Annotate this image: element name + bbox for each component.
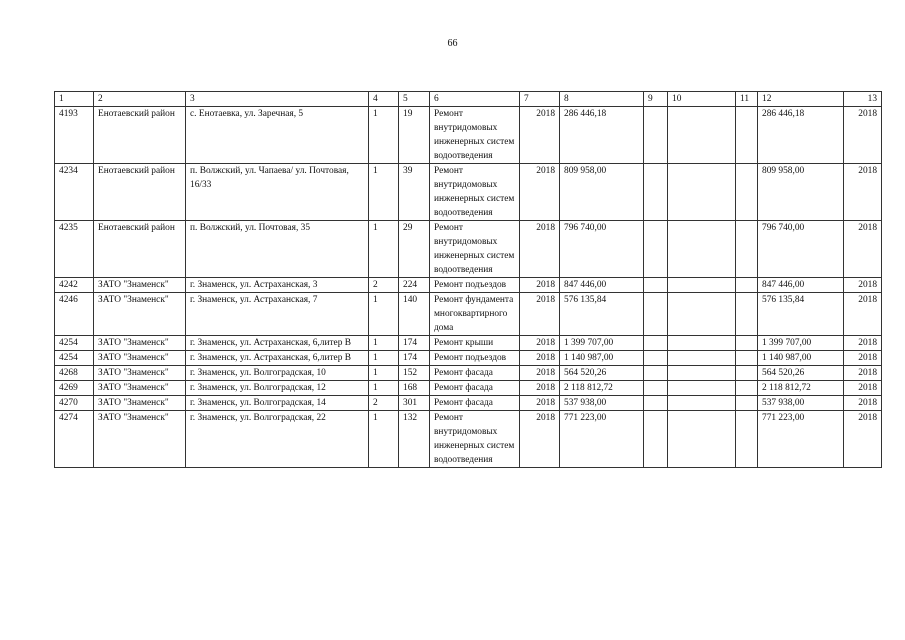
cell-amount: 2 118 812,72 bbox=[560, 381, 644, 396]
cell-col-5: 140 bbox=[399, 293, 430, 336]
table-row bbox=[55, 396, 882, 411]
cell-address: г. Знаменск, ул. Астраханская, 7 bbox=[186, 293, 369, 336]
cell-address: п. Волжский, ул. Почтовая, 35 bbox=[186, 221, 369, 278]
header-cell-13: 13 bbox=[844, 92, 882, 107]
cell-col-9 bbox=[644, 164, 668, 221]
cell-work-type: Ремонт фундамента многоквартирного дома bbox=[430, 293, 520, 336]
cell-year: 2018 bbox=[520, 164, 560, 221]
cell-work-type: Ремонт внутридомовых инженерных систем водоотведения bbox=[430, 164, 520, 221]
cell-col-5: 39 bbox=[399, 164, 430, 221]
cell-col-10 bbox=[668, 351, 736, 366]
cell-year: 2018 bbox=[520, 336, 560, 351]
cell-col-4: 1 bbox=[369, 336, 399, 351]
cell-col-11 bbox=[736, 351, 758, 366]
cell-col-5: 174 bbox=[399, 351, 430, 366]
cell-col-10 bbox=[668, 411, 736, 468]
cell-district: ЗАТО "Знаменск" bbox=[94, 278, 186, 293]
cell-period: 2018 bbox=[844, 107, 882, 164]
cell-amount: 809 958,00 bbox=[560, 164, 644, 221]
cell-work-type: Ремонт подъездов bbox=[430, 278, 520, 293]
cell-amount: 286 446,18 bbox=[560, 107, 644, 164]
cell-total: 847 446,00 bbox=[758, 278, 844, 293]
cell-district: ЗАТО "Знаменск" bbox=[94, 381, 186, 396]
table-row bbox=[55, 278, 882, 293]
cell-total: 1 140 987,00 bbox=[758, 351, 844, 366]
cell-year: 2018 bbox=[520, 278, 560, 293]
header-cell-1: 1 bbox=[55, 92, 94, 107]
header-cell-3: 3 bbox=[186, 92, 369, 107]
cell-col-9 bbox=[644, 107, 668, 164]
cell-amount: 796 740,00 bbox=[560, 221, 644, 278]
header-cell-5: 5 bbox=[399, 92, 430, 107]
table-header-row bbox=[55, 92, 882, 107]
table-row bbox=[55, 411, 882, 468]
cell-total: 1 399 707,00 bbox=[758, 336, 844, 351]
cell-record-id: 4268 bbox=[55, 366, 94, 381]
cell-col-11 bbox=[736, 366, 758, 381]
cell-total: 564 520,26 bbox=[758, 366, 844, 381]
cell-year: 2018 bbox=[520, 366, 560, 381]
cell-amount: 564 520,26 bbox=[560, 366, 644, 381]
header-cell-4: 4 bbox=[369, 92, 399, 107]
cell-record-id: 4235 bbox=[55, 221, 94, 278]
cell-district: Енотаевский район bbox=[94, 107, 186, 164]
cell-record-id: 4246 bbox=[55, 293, 94, 336]
header-cell-9: 9 bbox=[644, 92, 668, 107]
cell-amount: 1 140 987,00 bbox=[560, 351, 644, 366]
cell-record-id: 4193 bbox=[55, 107, 94, 164]
cell-col-5: 19 bbox=[399, 107, 430, 164]
cell-period: 2018 bbox=[844, 396, 882, 411]
cell-amount: 1 399 707,00 bbox=[560, 336, 644, 351]
cell-address: г. Знаменск, ул. Астраханская, 6,литер В bbox=[186, 336, 369, 351]
cell-col-10 bbox=[668, 381, 736, 396]
cell-address: г. Знаменск, ул. Волгоградская, 14 bbox=[186, 396, 369, 411]
cell-col-5: 132 bbox=[399, 411, 430, 468]
cell-work-type: Ремонт подъездов bbox=[430, 351, 520, 366]
page-number: 66 bbox=[447, 38, 458, 49]
cell-record-id: 4269 bbox=[55, 381, 94, 396]
cell-record-id: 4270 bbox=[55, 396, 94, 411]
cell-col-9 bbox=[644, 278, 668, 293]
cell-period: 2018 bbox=[844, 293, 882, 336]
cell-address: с. Енотаевка, ул. Заречная, 5 bbox=[186, 107, 369, 164]
table-row bbox=[55, 164, 882, 221]
cell-address: г. Знаменск, ул. Астраханская, 3 bbox=[186, 278, 369, 293]
cell-col-11 bbox=[736, 107, 758, 164]
table-row bbox=[55, 221, 882, 278]
cell-total: 809 958,00 bbox=[758, 164, 844, 221]
cell-col-10 bbox=[668, 164, 736, 221]
cell-col-9 bbox=[644, 396, 668, 411]
cell-col-11 bbox=[736, 396, 758, 411]
cell-col-4: 1 bbox=[369, 381, 399, 396]
cell-col-4: 1 bbox=[369, 411, 399, 468]
cell-col-9 bbox=[644, 351, 668, 366]
cell-record-id: 4254 bbox=[55, 351, 94, 366]
cell-col-4: 1 bbox=[369, 366, 399, 381]
cell-col-10 bbox=[668, 221, 736, 278]
cell-col-9 bbox=[644, 293, 668, 336]
cell-total: 796 740,00 bbox=[758, 221, 844, 278]
cell-col-10 bbox=[668, 366, 736, 381]
cell-col-11 bbox=[736, 278, 758, 293]
cell-col-9 bbox=[644, 366, 668, 381]
cell-col-10 bbox=[668, 336, 736, 351]
cell-col-11 bbox=[736, 336, 758, 351]
cell-year: 2018 bbox=[520, 293, 560, 336]
cell-period: 2018 bbox=[844, 221, 882, 278]
header-cell-12: 12 bbox=[758, 92, 844, 107]
cell-work-type: Ремонт внутридомовых инженерных систем водоотведения bbox=[430, 411, 520, 468]
capital-repair-table bbox=[54, 91, 882, 468]
cell-work-type: Ремонт внутридомовых инженерных систем водоотведения bbox=[430, 221, 520, 278]
cell-address: г. Знаменск, ул. Волгоградская, 22 bbox=[186, 411, 369, 468]
cell-year: 2018 bbox=[520, 381, 560, 396]
table-row bbox=[55, 107, 882, 164]
cell-work-type: Ремонт фасада bbox=[430, 381, 520, 396]
cell-amount: 771 223,00 bbox=[560, 411, 644, 468]
table-row bbox=[55, 366, 882, 381]
cell-col-4: 2 bbox=[369, 396, 399, 411]
cell-total: 576 135,84 bbox=[758, 293, 844, 336]
cell-col-4: 1 bbox=[369, 293, 399, 336]
header-cell-6: 6 bbox=[430, 92, 520, 107]
cell-col-4: 1 bbox=[369, 164, 399, 221]
cell-address: п. Волжский, ул. Чапаева/ ул. Почтовая, 16/33 bbox=[186, 164, 369, 221]
header-cell-11: 11 bbox=[736, 92, 758, 107]
cell-col-5: 174 bbox=[399, 336, 430, 351]
cell-col-11 bbox=[736, 164, 758, 221]
cell-col-9 bbox=[644, 221, 668, 278]
cell-district: ЗАТО "Знаменск" bbox=[94, 336, 186, 351]
cell-col-4: 1 bbox=[369, 107, 399, 164]
cell-work-type: Ремонт внутридомовых инженерных систем водоотведения bbox=[430, 107, 520, 164]
cell-col-10 bbox=[668, 396, 736, 411]
table-row bbox=[55, 336, 882, 351]
cell-year: 2018 bbox=[520, 396, 560, 411]
header-cell-7: 7 bbox=[520, 92, 560, 107]
cell-col-10 bbox=[668, 278, 736, 293]
cell-record-id: 4242 bbox=[55, 278, 94, 293]
cell-amount: 537 938,00 bbox=[560, 396, 644, 411]
cell-col-11 bbox=[736, 221, 758, 278]
cell-amount: 576 135,84 bbox=[560, 293, 644, 336]
cell-col-9 bbox=[644, 381, 668, 396]
cell-col-11 bbox=[736, 381, 758, 396]
cell-year: 2018 bbox=[520, 107, 560, 164]
cell-work-type: Ремонт фасада bbox=[430, 366, 520, 381]
cell-col-9 bbox=[644, 411, 668, 468]
cell-address: г. Знаменск, ул. Астраханская, 6,литер В bbox=[186, 351, 369, 366]
cell-district: ЗАТО "Знаменск" bbox=[94, 411, 186, 468]
cell-period: 2018 bbox=[844, 336, 882, 351]
cell-period: 2018 bbox=[844, 411, 882, 468]
cell-col-5: 224 bbox=[399, 278, 430, 293]
cell-period: 2018 bbox=[844, 164, 882, 221]
cell-address: г. Знаменск, ул. Волгоградская, 12 bbox=[186, 381, 369, 396]
cell-col-9 bbox=[644, 336, 668, 351]
cell-col-4: 1 bbox=[369, 351, 399, 366]
cell-col-5: 152 bbox=[399, 366, 430, 381]
cell-address: г. Знаменск, ул. Волгоградская, 10 bbox=[186, 366, 369, 381]
cell-col-11 bbox=[736, 411, 758, 468]
cell-total: 771 223,00 bbox=[758, 411, 844, 468]
header-cell-2: 2 bbox=[94, 92, 186, 107]
cell-record-id: 4274 bbox=[55, 411, 94, 468]
cell-record-id: 4254 bbox=[55, 336, 94, 351]
cell-record-id: 4234 bbox=[55, 164, 94, 221]
cell-col-4: 2 bbox=[369, 278, 399, 293]
cell-col-5: 29 bbox=[399, 221, 430, 278]
header-cell-8: 8 bbox=[560, 92, 644, 107]
cell-total: 2 118 812,72 bbox=[758, 381, 844, 396]
cell-district: ЗАТО "Знаменск" bbox=[94, 396, 186, 411]
cell-col-10 bbox=[668, 293, 736, 336]
cell-col-10 bbox=[668, 107, 736, 164]
cell-work-type: Ремонт фасада bbox=[430, 396, 520, 411]
cell-district: Енотаевский район bbox=[94, 164, 186, 221]
cell-col-5: 168 bbox=[399, 381, 430, 396]
cell-col-11 bbox=[736, 293, 758, 336]
cell-total: 537 938,00 bbox=[758, 396, 844, 411]
cell-district: ЗАТО "Знаменск" bbox=[94, 366, 186, 381]
cell-amount: 847 446,00 bbox=[560, 278, 644, 293]
header-cell-10: 10 bbox=[668, 92, 736, 107]
table-row bbox=[55, 293, 882, 336]
table-row bbox=[55, 381, 882, 396]
cell-work-type: Ремонт крыши bbox=[430, 336, 520, 351]
cell-col-4: 1 bbox=[369, 221, 399, 278]
cell-district: ЗАТО "Знаменск" bbox=[94, 293, 186, 336]
table-row bbox=[55, 351, 882, 366]
cell-year: 2018 bbox=[520, 411, 560, 468]
cell-period: 2018 bbox=[844, 278, 882, 293]
cell-district: ЗАТО "Знаменск" bbox=[94, 351, 186, 366]
cell-year: 2018 bbox=[520, 221, 560, 278]
cell-year: 2018 bbox=[520, 351, 560, 366]
cell-period: 2018 bbox=[844, 381, 882, 396]
cell-col-5: 301 bbox=[399, 396, 430, 411]
cell-period: 2018 bbox=[844, 351, 882, 366]
cell-total: 286 446,18 bbox=[758, 107, 844, 164]
cell-period: 2018 bbox=[844, 366, 882, 381]
cell-district: Енотаевский район bbox=[94, 221, 186, 278]
